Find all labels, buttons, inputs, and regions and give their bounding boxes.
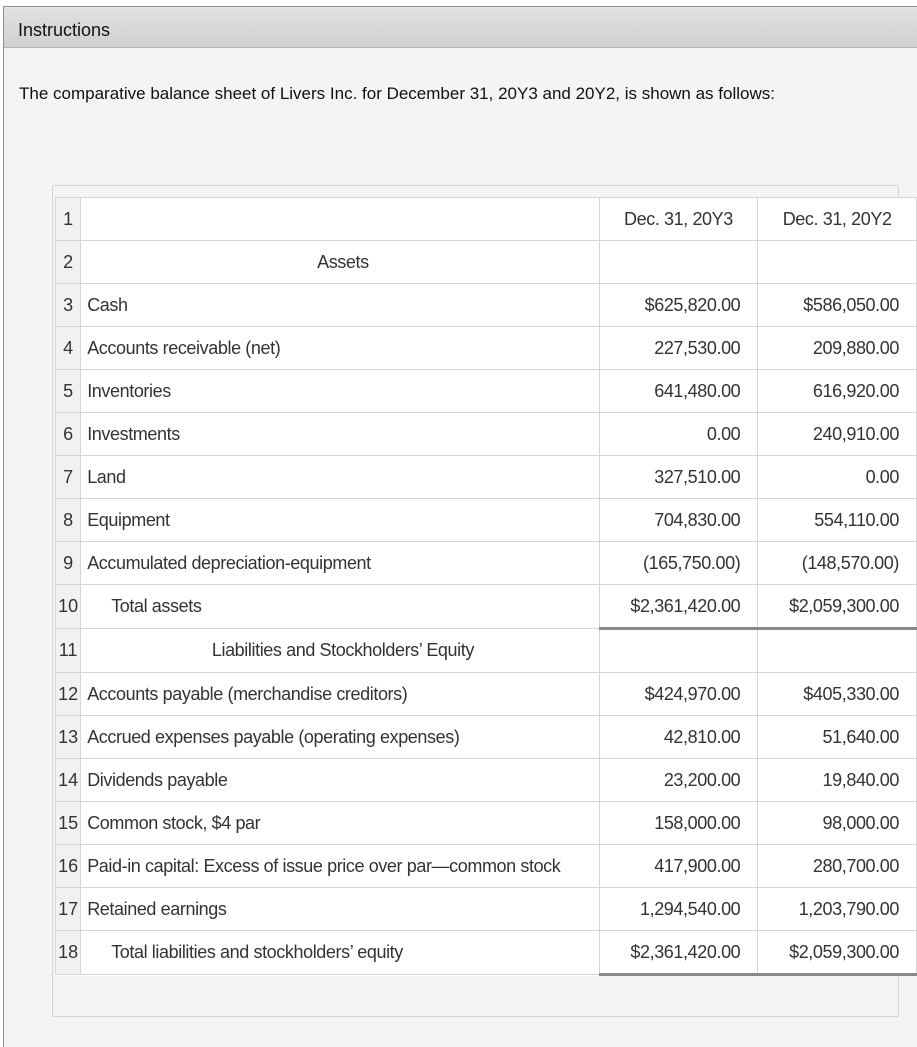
row-number: 6 [56, 413, 81, 456]
cell-20y2: 0.00 [758, 456, 917, 499]
row-label: Dividends payable [81, 759, 599, 802]
panel-header [4, 7, 917, 48]
cell-20y3 [599, 629, 758, 673]
table-row [56, 802, 917, 845]
balance-sheet-table [55, 197, 917, 976]
row-number: 7 [56, 456, 81, 499]
row-label: Accumulated depreciation-equipment [81, 542, 599, 585]
row-number: 1 [56, 198, 81, 241]
row-label: Accrued expenses payable (operating expenses) [81, 716, 599, 759]
cell-20y3: $625,820.00 [599, 284, 758, 327]
intro-text: The comparative balance sheet of Livers Inc. for December 31, 20Y3 and 20Y2, is shown as follows: [19, 84, 775, 103]
row-number: 17 [56, 888, 81, 931]
section-heading-assets: Assets [81, 241, 599, 284]
row-number: 3 [56, 284, 81, 327]
row-number: 12 [56, 673, 81, 716]
row-number: 10 [56, 585, 81, 629]
total-20y3: $2,361,420.00 [599, 585, 758, 629]
table-row [56, 241, 917, 284]
cell-20y3: 227,530.00 [599, 327, 758, 370]
row-number: 18 [56, 931, 81, 975]
total-20y2: $2,059,300.00 [758, 931, 917, 975]
table-row [56, 198, 917, 241]
cell-20y2: $586,050.00 [758, 284, 917, 327]
row-number: 2 [56, 241, 81, 284]
table-row [56, 327, 917, 370]
table-row [56, 370, 917, 413]
cell-20y2 [758, 629, 917, 673]
table-row [56, 499, 917, 542]
cell-20y3: 42,810.00 [599, 716, 758, 759]
table-row [56, 284, 917, 327]
cell-20y3 [599, 241, 758, 284]
cell-20y3: 0.00 [599, 413, 758, 456]
table-row [56, 759, 917, 802]
table-row [56, 716, 917, 759]
row-label: Investments [81, 413, 599, 456]
cell-20y2 [758, 241, 917, 284]
section-heading-liabilities: Liabilities and Stockholders’ Equity [81, 629, 599, 673]
cell-20y3: (165,750.00) [599, 542, 758, 585]
row-number: 9 [56, 542, 81, 585]
table-row [56, 845, 917, 888]
column-header-20y2: Dec. 31, 20Y2 [758, 198, 917, 241]
cell-20y2: 240,910.00 [758, 413, 917, 456]
row-label: Land [81, 456, 599, 499]
cell-20y3: 704,830.00 [599, 499, 758, 542]
cell-20y3: 1,294,540.00 [599, 888, 758, 931]
cell-20y2: 51,640.00 [758, 716, 917, 759]
row-number: 8 [56, 499, 81, 542]
table-row [56, 888, 917, 931]
cell-20y2: 209,880.00 [758, 327, 917, 370]
cell-20y2: 616,920.00 [758, 370, 917, 413]
row-number: 15 [56, 802, 81, 845]
table-row [56, 931, 917, 975]
table-row [56, 456, 917, 499]
column-header-20y3: Dec. 31, 20Y3 [599, 198, 758, 241]
cell-20y2: (148,570.00) [758, 542, 917, 585]
panel-title: Instructions [18, 20, 111, 40]
row-label: Equipment [81, 499, 599, 542]
row-label: Accounts receivable (net) [81, 327, 599, 370]
row-label: Common stock, $4 par [81, 802, 599, 845]
cell-20y2: 554,110.00 [758, 499, 917, 542]
total-label: Total liabilities and stockholders’ equity [81, 931, 599, 975]
cell-20y3: 23,200.00 [599, 759, 758, 802]
cell-20y3: 417,900.00 [599, 845, 758, 888]
row-number: 11 [56, 629, 81, 673]
row-label: Accounts payable (merchandise creditors) [81, 673, 599, 716]
row-label: Retained earnings [81, 888, 599, 931]
cell-20y2: 19,840.00 [758, 759, 917, 802]
total-20y2: $2,059,300.00 [758, 585, 917, 629]
cell-20y3: 158,000.00 [599, 802, 758, 845]
cell-20y3: 641,480.00 [599, 370, 758, 413]
table-row [56, 413, 917, 456]
row-label: Cash [81, 284, 599, 327]
cell-20y2: 98,000.00 [758, 802, 917, 845]
row-number: 16 [56, 845, 81, 888]
table-row [56, 629, 917, 673]
cell-20y2: 280,700.00 [758, 845, 917, 888]
total-label: Total assets [81, 585, 599, 629]
row-number: 5 [56, 370, 81, 413]
row-number: 4 [56, 327, 81, 370]
cell-20y3: 327,510.00 [599, 456, 758, 499]
cell-20y2: $405,330.00 [758, 673, 917, 716]
row-label: Paid-in capital: Excess of issue price over par—common stock [81, 845, 599, 888]
row-label: Inventories [81, 370, 599, 413]
row-number: 13 [56, 716, 81, 759]
total-20y3: $2,361,420.00 [599, 931, 758, 975]
table-row [56, 542, 917, 585]
row-number: 14 [56, 759, 81, 802]
cell-20y2: 1,203,790.00 [758, 888, 917, 931]
row-label [81, 198, 599, 241]
table-row [56, 673, 917, 716]
cell-20y3: $424,970.00 [599, 673, 758, 716]
table-row [56, 585, 917, 629]
